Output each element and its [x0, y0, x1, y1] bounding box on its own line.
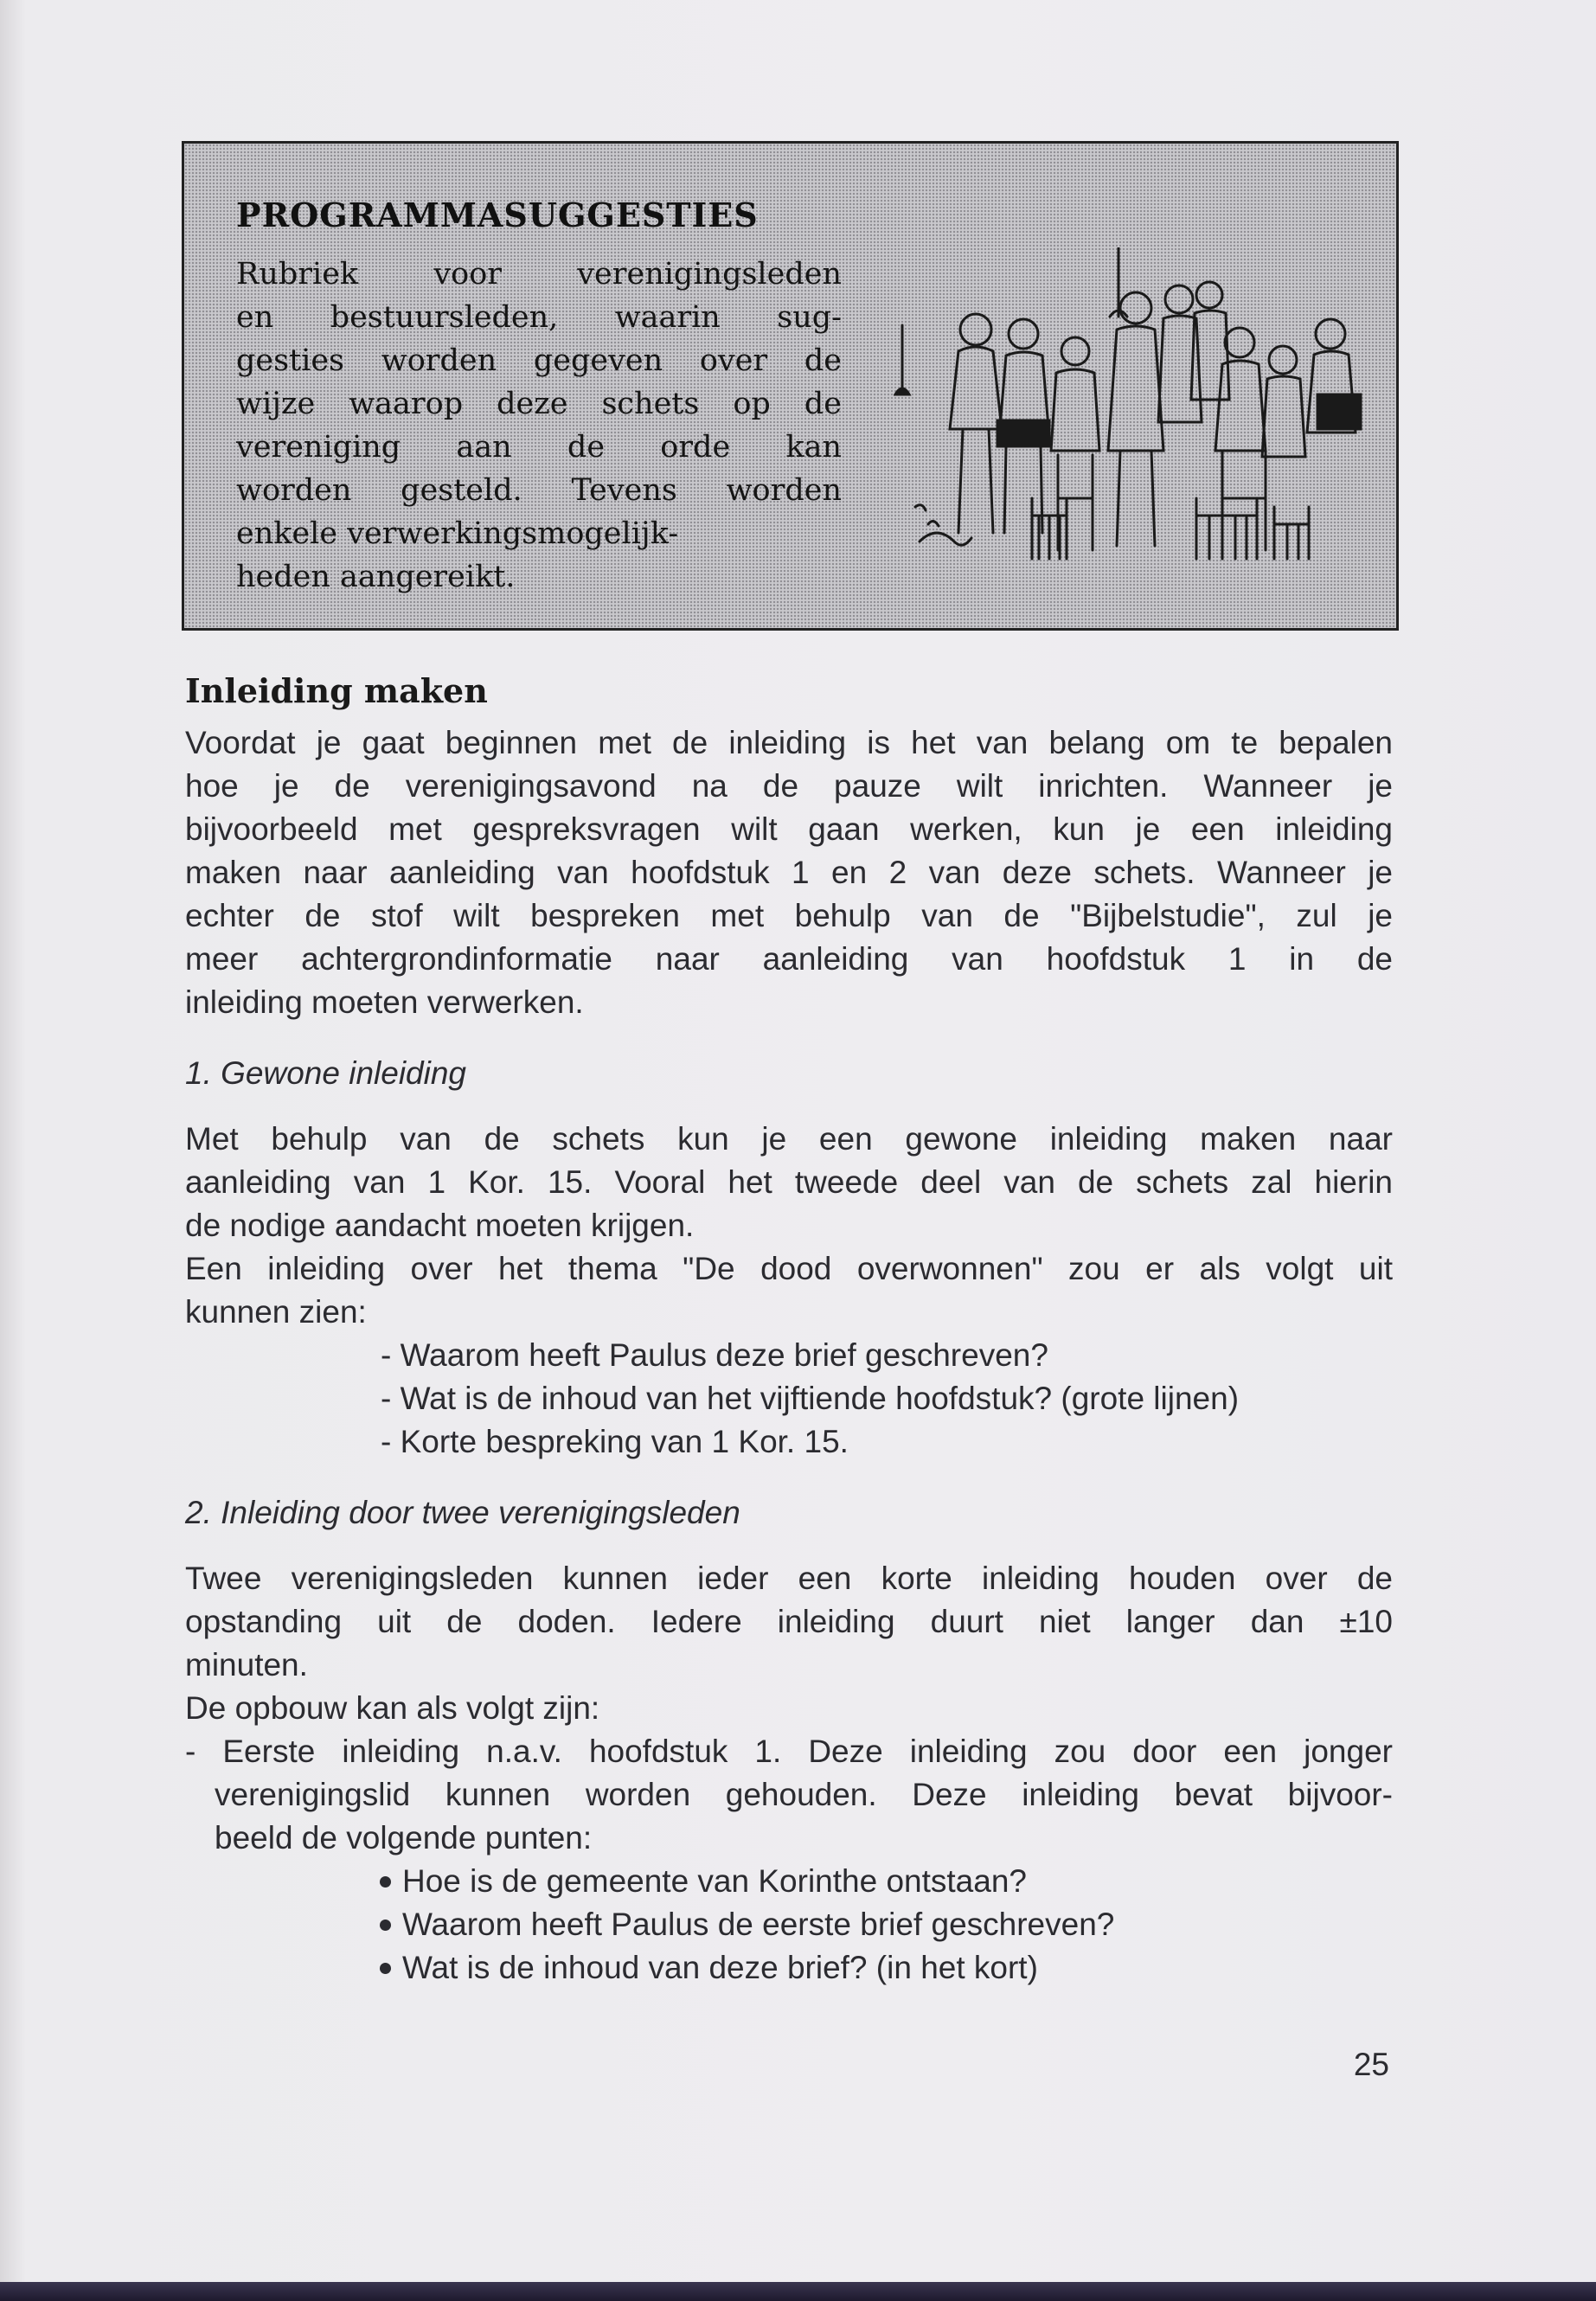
- box-line: vereniging aan de orde kan: [236, 430, 842, 465]
- list-item: - Waarom heeft Paulus deze brief geschreven?: [381, 1337, 1048, 1373]
- text-line: kunnen zien:: [185, 1294, 367, 1330]
- bullet-item: Waarom heeft Paulus de eerste brief geschreven?: [380, 1903, 1393, 1946]
- box-line: heden aangereikt.: [236, 560, 516, 594]
- text-line: beeld de volgende punten:: [215, 1820, 593, 1856]
- box-line: wijze waarop deze schets op de: [236, 387, 842, 421]
- text-line: aanleiding van 1 Kor. 15. Vooral het tweede deel van de schets zal hierin: [185, 1164, 1393, 1200]
- sub1-question-list: [185, 1334, 1393, 1464]
- box-line: Rubriek voor verenigingsleden: [236, 257, 842, 292]
- box-title: PROGRAMMASUGGESTIES: [236, 195, 759, 234]
- text-line: verenigingslid kunnen worden gehouden. Deze inleiding bevat bijvoor-: [215, 1777, 1393, 1812]
- sub1-paragraph: [185, 1118, 1393, 1334]
- subsection-title-2: 2. Inleiding door twee verenigingsleden: [185, 1495, 740, 1530]
- text-line: Twee verenigingsleden kunnen ieder een korte inleiding houden over de: [185, 1561, 1393, 1596]
- sub2-paragraph: [185, 1557, 1393, 1730]
- bullet-item: Hoe is de gemeente van Korinthe ontstaan?: [380, 1860, 1393, 1903]
- text-line: De opbouw kan als volgt zijn:: [185, 1690, 600, 1726]
- text-line: de nodige aandacht moeten krijgen.: [185, 1208, 695, 1243]
- box-line: en bestuursleden, waarin sug-: [236, 300, 842, 335]
- text-line: opstanding uit de doden. Iedere inleiding duurt niet langer dan ±10: [185, 1604, 1393, 1639]
- subsection-title-1: 1. Gewone inleiding: [185, 1055, 466, 1091]
- bullet-item: Wat is de inhoud van deze brief? (in het kort): [380, 1946, 1393, 1990]
- text-line: Met behulp van de schets kun je een gewone inleiding maken naar: [185, 1121, 1393, 1157]
- text-line: Voordat je gaat beginnen met de inleiding is het van belang om te bepalen: [185, 725, 1393, 760]
- box-line: worden gesteld. Tevens worden: [236, 473, 842, 508]
- scan-edge: [0, 2282, 1596, 2301]
- list-item: - Wat is de inhoud van het vijftiende hoofdstuk? (grote lijnen): [381, 1381, 1240, 1416]
- text-line: - Eerste inleiding n.a.v. hoofdstuk 1. Deze inleiding zou door een jonger: [185, 1734, 1393, 1769]
- program-suggestions-box: [182, 141, 1399, 631]
- text-line: echter de stof wilt bespreken met behulp van de "Bijbelstudie", zul je: [185, 898, 1393, 933]
- text-line: meer achtergrondinformatie naar aanleiding van hoofdstuk 1 in de: [185, 941, 1393, 977]
- list-item: - Korte bespreking van 1 Kor. 15.: [381, 1424, 849, 1459]
- text-line: maken naar aanleiding van hoofdstuk 1 en 2 van deze schets. Wanneer je: [185, 855, 1393, 890]
- text-line: Een inleiding over het thema "De dood overwonnen" zou er als volgt uit: [185, 1251, 1393, 1286]
- box-line: enkele verwerkingsmogelijk-: [236, 516, 679, 551]
- meeting-illustration: [894, 247, 1378, 611]
- intro-paragraph: [185, 721, 1393, 1024]
- main-content: [185, 666, 1393, 1990]
- text-line: bijvoorbeeld met gespreksvragen wilt gaan werken, kun je een inleiding: [185, 811, 1393, 847]
- text-line: minuten.: [185, 1647, 308, 1682]
- section-heading: Inleiding maken: [185, 671, 488, 710]
- page-number: 25: [1353, 2047, 1389, 2082]
- text-line: hoe je de verenigingsavond na de pauze wilt inrichten. Wanneer je: [185, 768, 1393, 804]
- bullet-list: [185, 1860, 1393, 1990]
- first-intro-description: [185, 1730, 1393, 1860]
- box-line: gesties worden gegeven over de: [236, 343, 842, 378]
- box-description: [236, 253, 842, 599]
- text-line: inleiding moeten verwerken.: [185, 984, 584, 1020]
